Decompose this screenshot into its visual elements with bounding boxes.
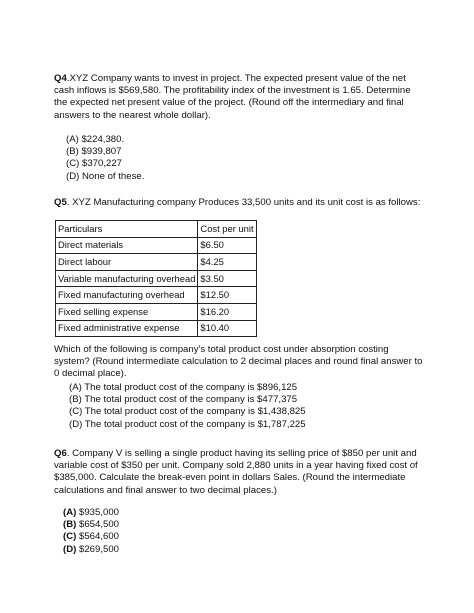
table-header-cost: Cost per unit — [198, 221, 256, 238]
q5-option-a: (A) The total product cost of the company is $896,125 — [69, 382, 298, 393]
table-cell-cost: $12.50 — [198, 287, 256, 304]
table-row — [56, 303, 257, 320]
q5-option-b: (B) The total product cost of the company is $477,375 — [69, 394, 298, 406]
q6-option-c — [63, 531, 435, 543]
q6-option-d-value: $269,500 — [76, 543, 120, 555]
q4-option-d: (D) None of these. — [66, 170, 145, 182]
q6-option-b-letter: (B) — [63, 519, 77, 531]
question-5-question-text: Which of the following is company's total product cost under absorption costing system? (Round intermediate calculation to 2 decimal places and round final answer to 0 decimal place). — [54, 344, 423, 380]
q4-option-c: (C) $370,227 — [66, 158, 122, 170]
table-cell-cost: $3.50 — [198, 270, 256, 287]
question-5-question — [54, 344, 426, 381]
question-6 — [54, 448, 426, 497]
question-5 — [54, 197, 426, 209]
table-cell-particular: Variable manufacturing overhead — [56, 270, 198, 287]
q6-option-a — [63, 507, 435, 519]
q6-option-b-value: $654,500 — [76, 519, 120, 531]
question-5-intro — [54, 197, 426, 209]
q5-option-c: (C) The total product cost of the company is $1,438,825 — [69, 406, 306, 418]
q4-option-a: (A) $224,380. — [66, 134, 125, 145]
table-cell-particular: Fixed administrative expense — [56, 320, 198, 337]
question-6-text — [54, 448, 426, 497]
table-row — [56, 320, 257, 337]
table-cell-cost: $4.25 — [198, 254, 256, 271]
table-cell-particular: Fixed selling expense — [56, 303, 198, 320]
q6-option-a-letter: (A) — [63, 507, 77, 518]
q4-option-b: (B) $939,807 — [66, 146, 122, 158]
table-row — [56, 270, 257, 287]
question-4-text — [54, 73, 426, 122]
q6-option-c-value: $564,600 — [76, 531, 120, 543]
unit-cost-table — [55, 220, 257, 337]
question-6-number: Q6 — [54, 448, 67, 459]
question-5-options — [69, 382, 441, 431]
table-row — [56, 237, 257, 254]
question-4-number: Q4 — [54, 73, 67, 84]
question-4-body: .XYZ Company wants to invest in project. The expected present value of the net cash inflows is $569,580. The profitability index of the investment is 1.65. Determine the expected net present value of the project. (Round off the intermediary and final answers to the nearest whole dollar). — [54, 73, 411, 121]
question-5-intro-text: . XYZ Manufacturing company Produces 33,500 units and its unit cost is as follows: — [66, 197, 421, 208]
table-row — [56, 287, 257, 304]
table-cell-cost: $16.20 — [198, 303, 256, 320]
q5-option-d: (D) The total product cost of the company is $1,787,225 — [69, 418, 306, 430]
table-cell-particular: Direct materials — [56, 237, 198, 254]
table-cell-particular: Direct labour — [56, 254, 198, 271]
q6-option-d — [63, 544, 435, 556]
question-6-body: . Company V is selling a single product having its selling price of $850 per unit and variable cost of $350 per unit. Company sold 2,880 units in a year having fixed cost of $385,000. Calculate the break-even point in dollars Sales. (Round the intermediate calculations and final answer to two decimal places.) — [54, 448, 418, 496]
q6-option-a-value: $935,000 — [76, 507, 120, 518]
question-5-number: Q5 — [54, 197, 67, 208]
table-header-row — [56, 221, 257, 238]
question-6-options — [63, 507, 435, 556]
q6-option-c-letter: (C) — [63, 531, 77, 543]
question-4 — [54, 73, 426, 122]
table-row — [56, 254, 257, 271]
question-4-options — [66, 134, 438, 183]
table-header-particulars: Particulars — [56, 221, 198, 238]
q6-option-d-letter: (D) — [63, 543, 77, 555]
table-cell-cost: $10.40 — [198, 320, 256, 337]
q6-option-b — [63, 519, 435, 531]
table-cell-cost: $6.50 — [198, 237, 256, 254]
table-cell-particular: Fixed manufacturing overhead — [56, 287, 198, 304]
